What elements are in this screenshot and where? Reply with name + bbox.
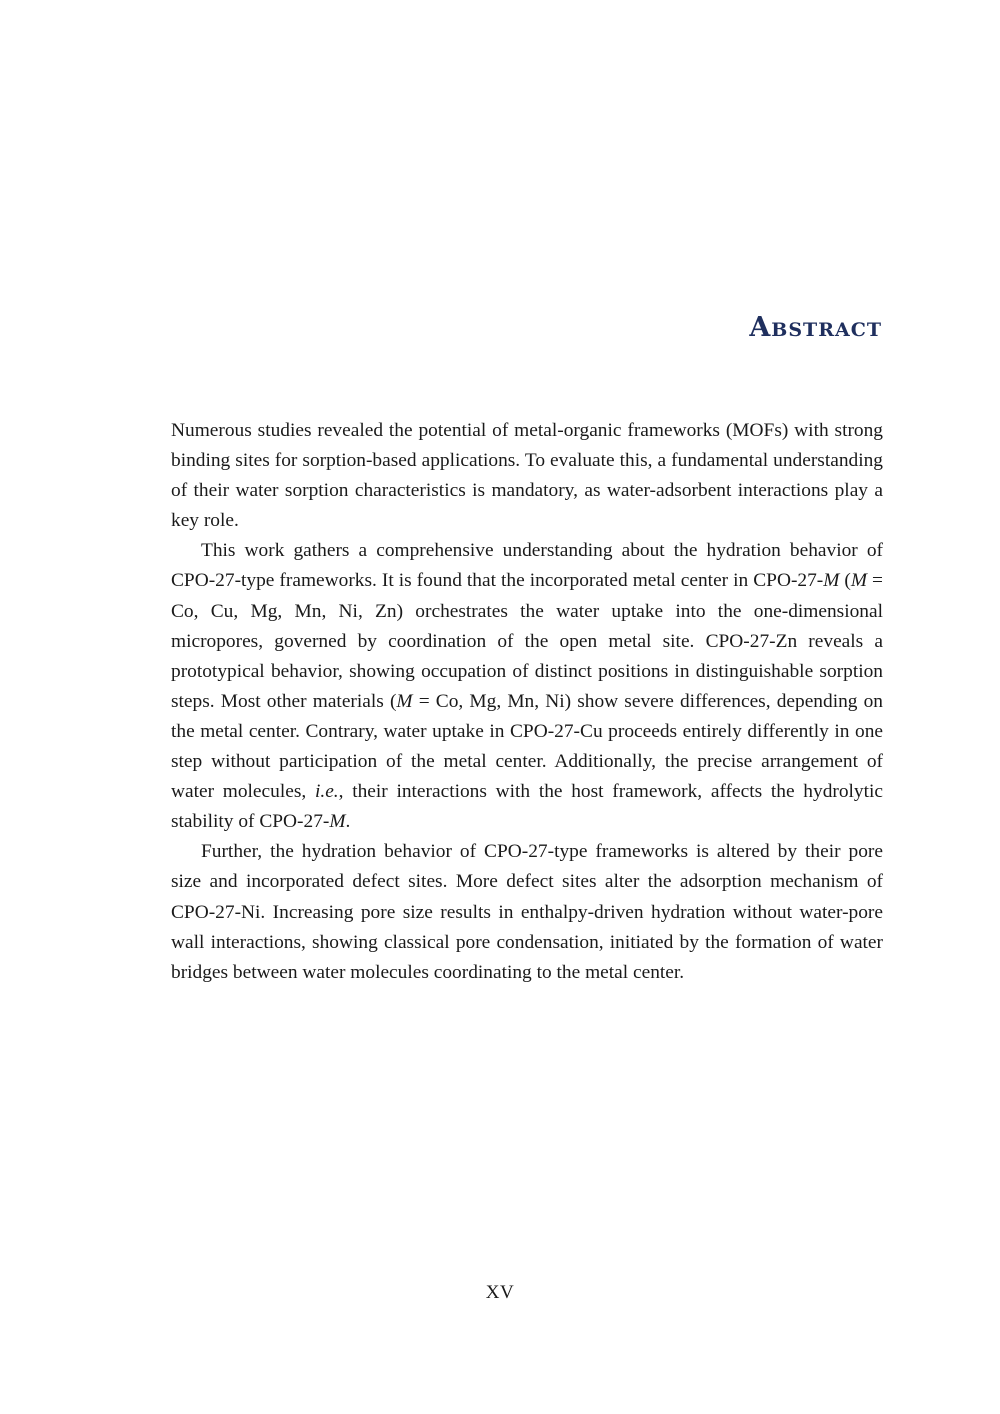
paragraph-text: (	[839, 570, 851, 592]
italic-text: M	[850, 570, 868, 592]
paragraph-text: Numerous studies revealed the potential of metal-organic frameworks (MOFs) with strong binding sites for sorption-based applications. To evaluate this, a fundamental understanding of their water sorption characteristics is mandatory, as water-adsorbent interactions play a key role.	[171, 420, 883, 532]
italic-text: M	[396, 690, 413, 712]
paragraph-text: .	[345, 811, 351, 833]
abstract-body	[171, 416, 883, 988]
page-number: XV	[485, 1282, 515, 1303]
italic-text: i.e.	[314, 781, 339, 803]
paragraph-text: = Co, Cu, Mg, Mn, Ni, Zn) orchestrates the water uptake into the one-dimensional micropores, governed by coordination of the open metal site. CPO-27-Zn reveals a prototypical behavior, showing occupation of distinct positions in distinguishable sorption steps. Most other materials (	[171, 570, 883, 712]
paragraph-text: , their interactions with the host framework, affects the hydrolytic stability of CPO-27-	[171, 781, 884, 833]
abstract-paragraph-2	[171, 536, 883, 837]
italic-text: M	[823, 570, 840, 592]
abstract-paragraph-3	[171, 837, 883, 987]
paragraph-text: This work gathers a comprehensive understanding about the hydration behavior of CPO-27-type frameworks. It is found that the incorporated metal center in CPO-27-	[171, 540, 883, 592]
paragraph-text: = Co, Mg, Mn, Ni) show severe differences, depending on the metal center. Contrary, water uptake in CPO-27-Cu proceeds entirely differently in one step without participation of the metal center. Additionally, the precise arrangement of water molecules,	[171, 690, 884, 803]
abstract-paragraph-1	[171, 416, 883, 536]
italic-text: M	[329, 811, 346, 833]
abstract-heading: Abstract	[749, 312, 882, 343]
paragraph-text: Further, the hydration behavior of CPO-27-type frameworks is altered by their pore size and incorporated defect sites. More defect sites alter the adsorption mechanism of CPO-27-Ni. Increasing pore size results in enthalpy-driven hydration without water-pore wall interactions, showing classical pore condensation, initiated by the formation of water bridges between water molecules coordinating to the metal center.	[171, 841, 883, 983]
